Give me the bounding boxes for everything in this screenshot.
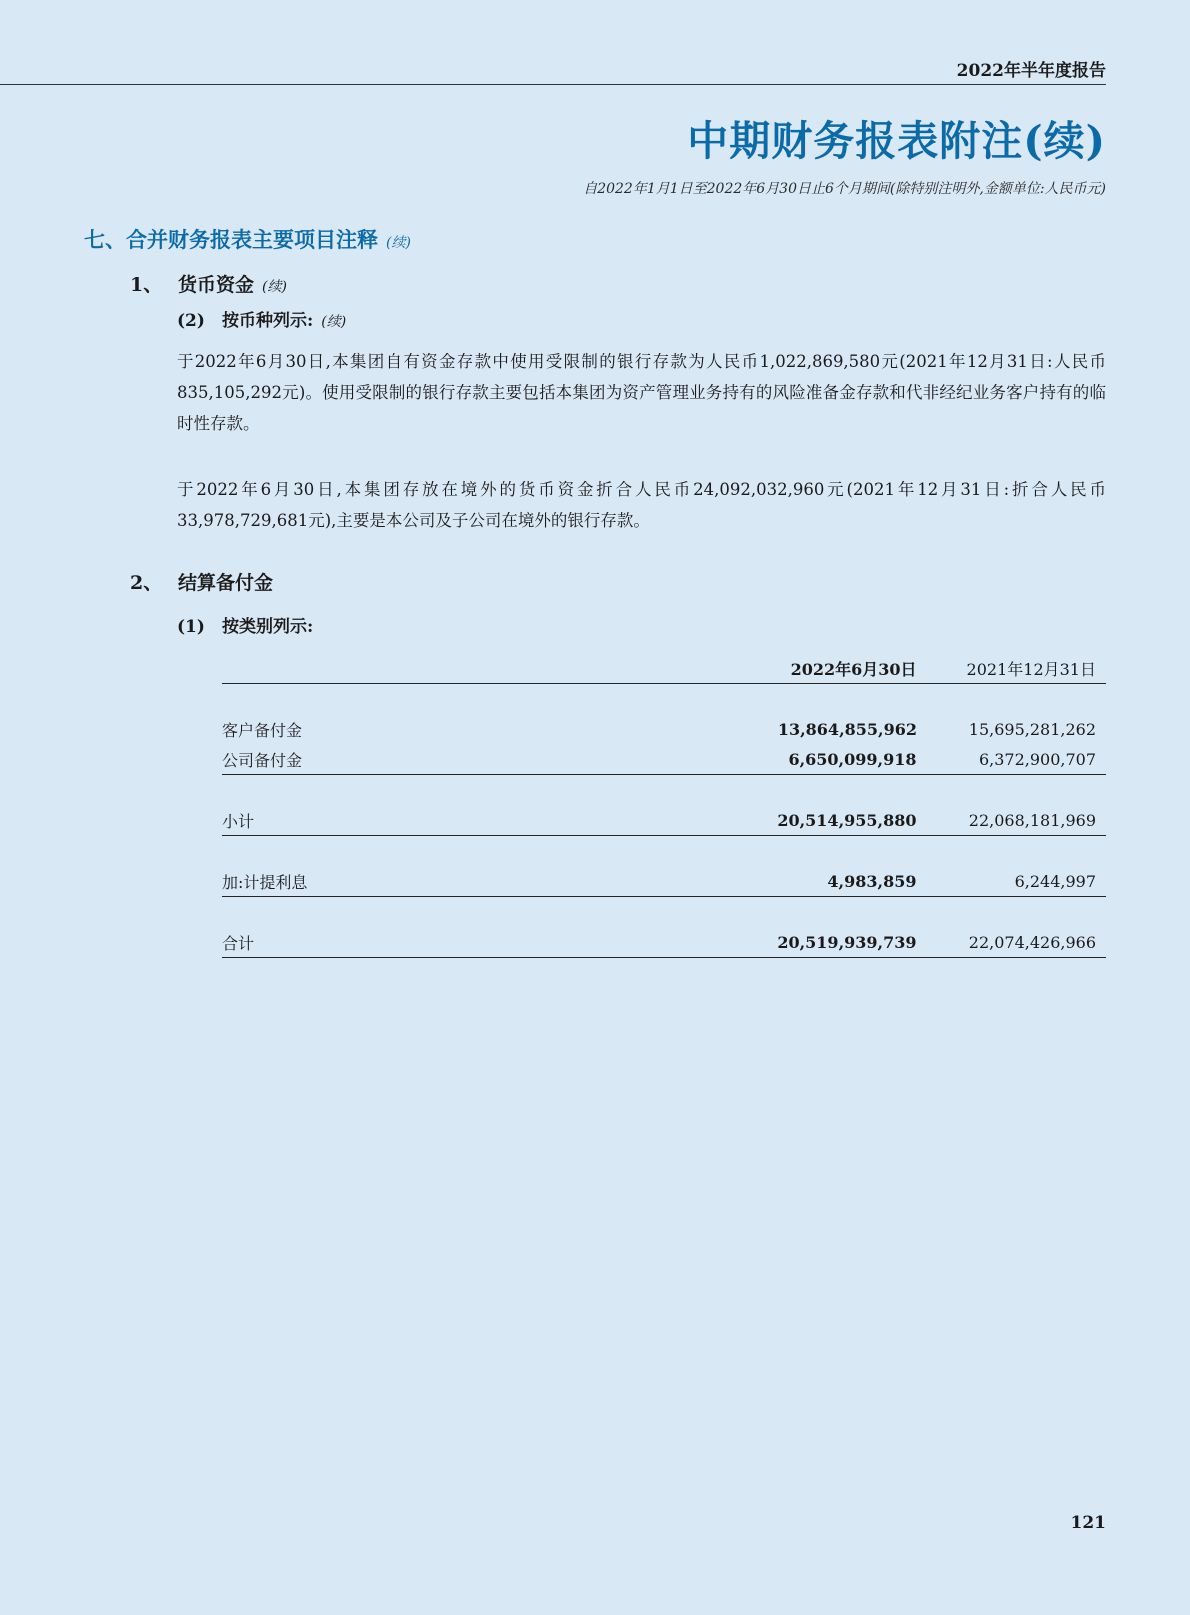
paragraph-overseas-funds: 于2022年6月30日,本集团存放在境外的货币资金折合人民币24,092,032,960元(2021年12月31日:折合人民币33,978,729,681元),主要是本公司及子公司在境外的银行存款。 <box>177 480 1106 530</box>
item1-continued: (续) <box>262 279 287 295</box>
row-label: 公司备付金 <box>222 744 747 775</box>
item1-number: 1、 <box>130 274 163 296</box>
section-title: 七、合并财务报表主要项目注释 <box>84 227 378 252</box>
item2-heading <box>130 568 273 595</box>
table-row <box>222 714 1106 744</box>
column-header-previous: 2021年12月31日 <box>927 653 1106 684</box>
item1-title: 货币资金 <box>178 274 255 296</box>
row-previous-value: 6,372,900,707 <box>927 744 1106 775</box>
row-label: 小计 <box>222 805 747 836</box>
item1-sub-continued: (续) <box>321 314 347 330</box>
table-header-row <box>222 653 1106 684</box>
item1-sub-heading <box>177 306 346 331</box>
row-label: 加:计提利息 <box>222 866 747 897</box>
row-previous-value: 15,695,281,262 <box>968 719 1096 739</box>
page-number: 121 <box>1070 1513 1106 1533</box>
report-name: 2022年半年度报告 <box>956 61 1106 81</box>
item2-sub-number: (1) <box>177 617 205 637</box>
header-rule <box>0 84 1106 85</box>
item1-heading <box>130 270 287 297</box>
row-label: 合计 <box>222 927 747 958</box>
row-previous-value: 22,068,181,969 <box>927 805 1106 836</box>
row-current-value: 13,864,855,962 <box>777 719 917 739</box>
item1-sub-number: (2) <box>177 311 205 331</box>
item1-sub-title: 按币种列示: <box>222 311 314 331</box>
table-row <box>222 805 1106 836</box>
row-current-value: 20,514,955,880 <box>747 805 927 836</box>
row-current-value: 6,650,099,918 <box>747 744 927 775</box>
page-title: 中期财务报表附注(续) <box>687 117 1106 165</box>
column-header-current: 2022年6月30日 <box>747 653 927 684</box>
item2-number: 2、 <box>130 572 163 594</box>
period-note: 自2022年1月1日至2022年6月30日止6个月期间(除特别注明外,金额单位:人民币元) <box>583 181 1106 197</box>
row-current-value: 4,983,859 <box>747 866 927 897</box>
item2-title: 结算备付金 <box>178 572 274 594</box>
settlement-reserve-table <box>222 653 1106 958</box>
item2-sub-title: 按类别列示: <box>222 617 314 637</box>
row-previous-value: 22,074,426,966 <box>927 927 1106 958</box>
table-row <box>222 744 1106 775</box>
section-heading <box>84 224 411 254</box>
item2-sub-heading <box>177 612 313 637</box>
row-previous-value: 6,244,997 <box>927 866 1106 897</box>
section-continued: (续) <box>386 235 411 251</box>
paragraph-restricted-deposits: 于2022年6月30日,本集团自有资金存款中使用受限制的银行存款为人民币1,022,869,580元(2021年12月31日:人民币835,105,292元)。使用受限制的银行存款主要包括本集团为资产管理业务持有的风险准备金存款和代非经纪业务客户持有的临时性存款。 <box>177 352 1106 433</box>
row-current-value: 20,519,939,739 <box>747 927 927 958</box>
row-label: 客户备付金 <box>222 720 303 740</box>
table-row <box>222 927 1106 958</box>
table-row <box>222 866 1106 897</box>
